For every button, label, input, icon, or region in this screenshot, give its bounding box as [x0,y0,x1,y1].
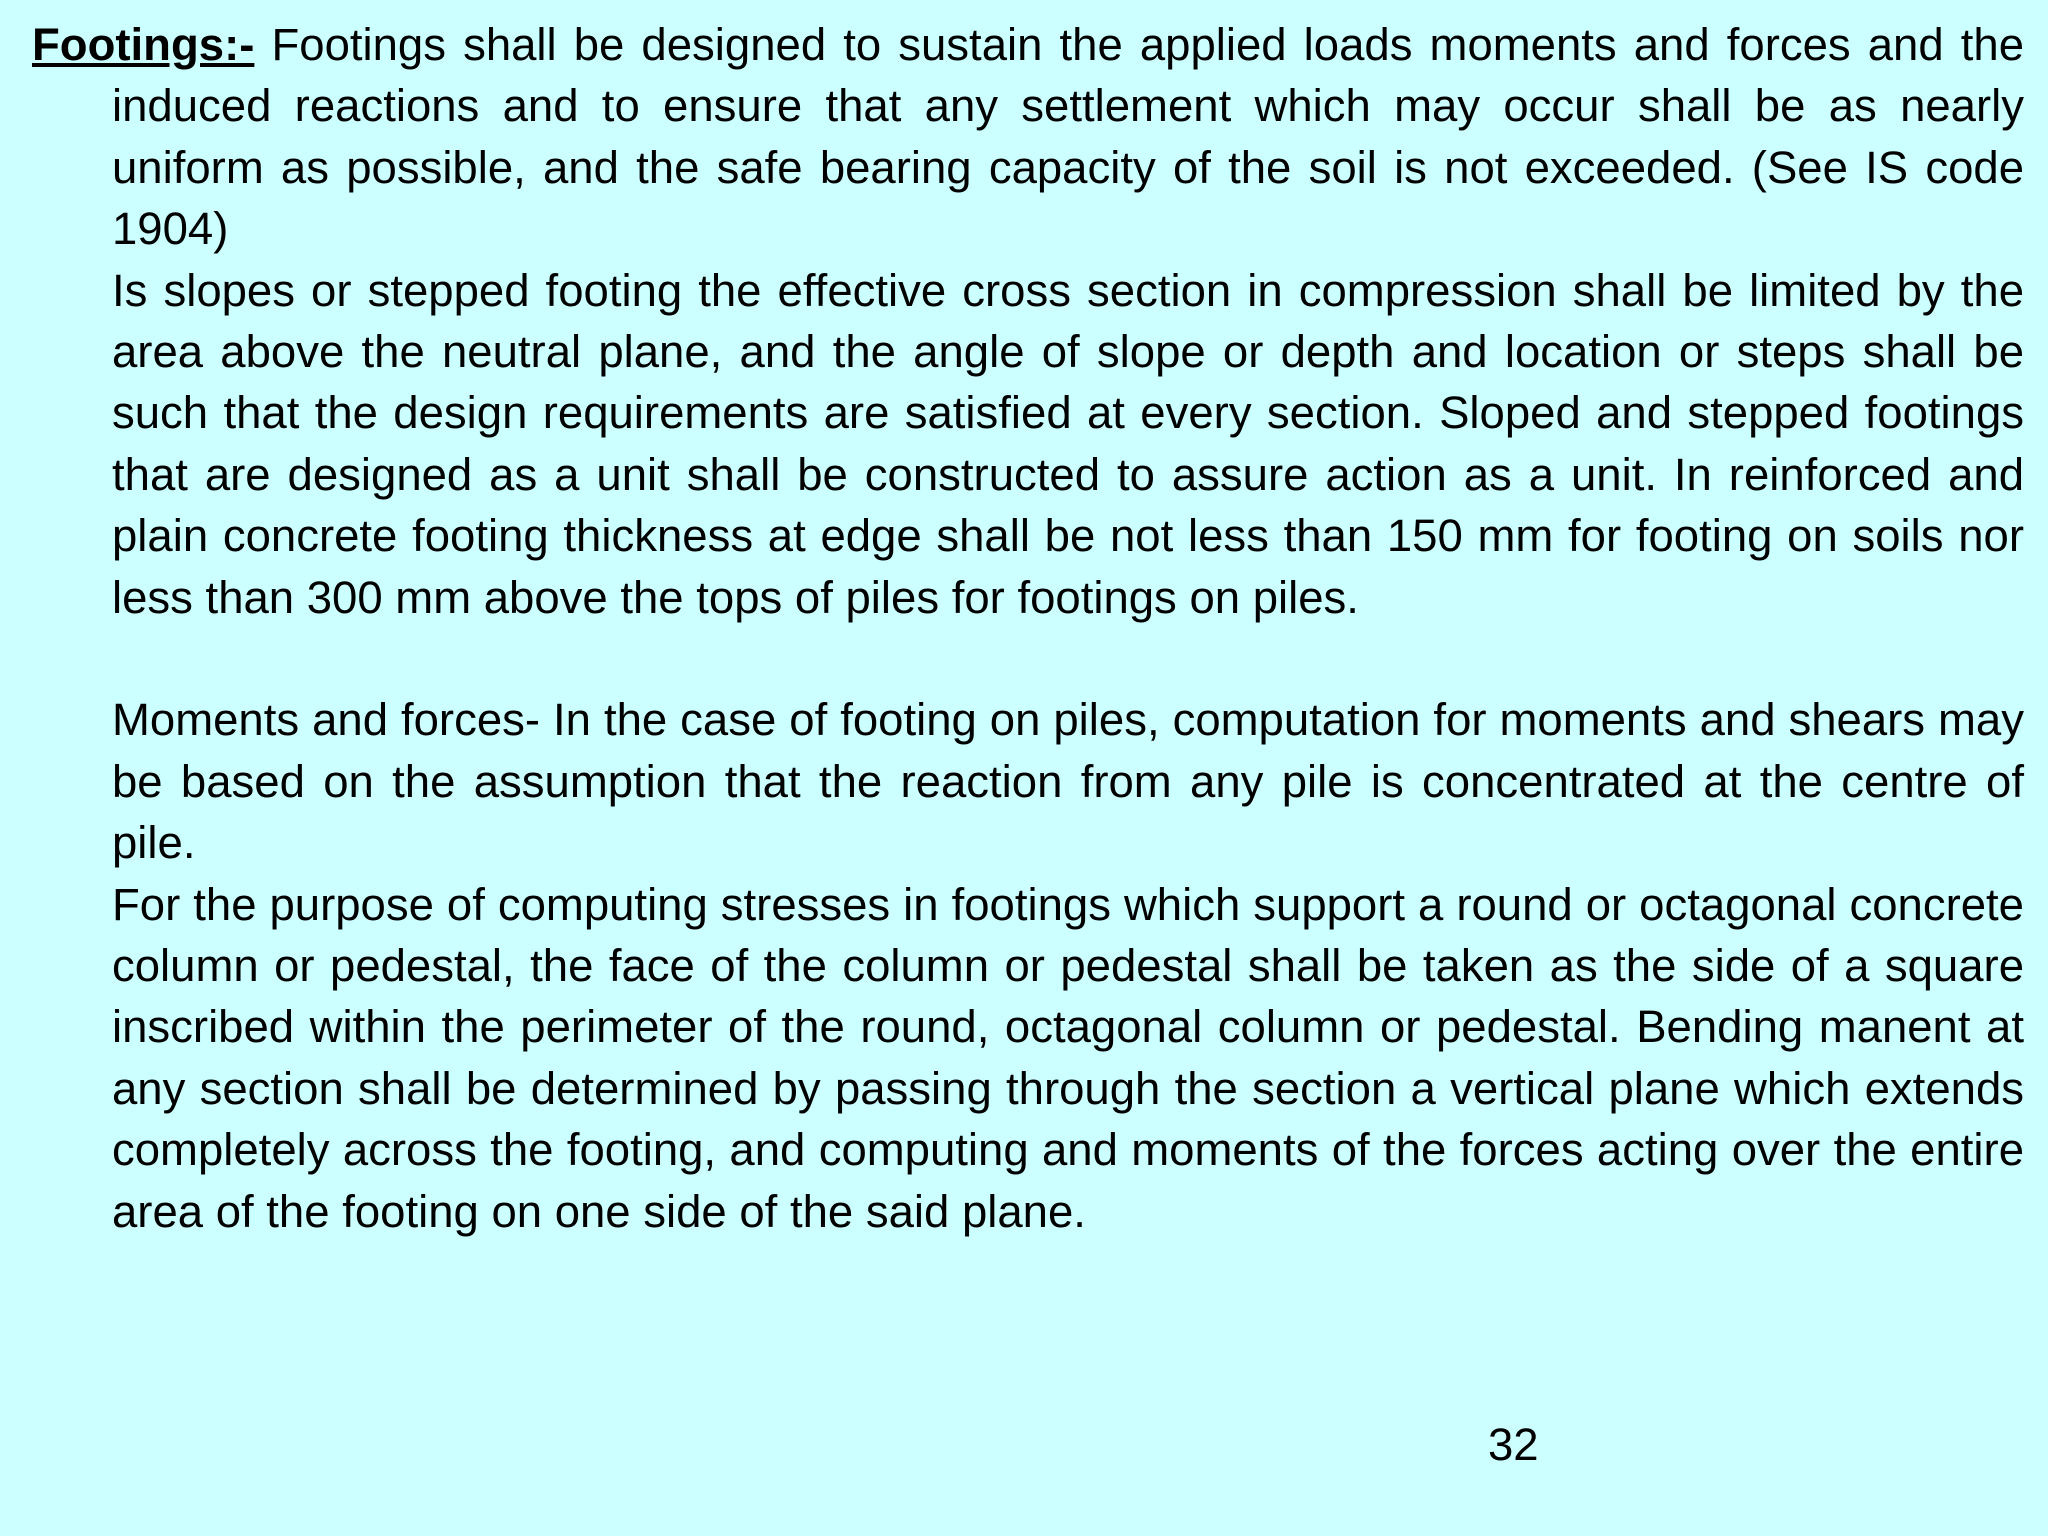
slide-body [32,14,2024,1242]
moments-forces-paragraph: Moments and forces- In the case of footing on piles, computation for moments and shears may be based on the assumption that the reaction from any pile is concentrated at the centre of pile. [112,694,2024,869]
section-heading: Footings:- [32,19,255,70]
footings-intro-paragraph [32,14,2024,260]
sloped-footing-paragraph: Is slopes or stepped footing the effective cross section in compression shall be limited by the area above the neutral plane, and the angle of slope or depth and location or steps shall be such that the design requirements are satisfied at every section. Sloped and stepped footings that are designed as a unit shall be constructed to assure action as a unit. In reinforced and plain concrete footing thickness at edge shall be not less than 150 mm for footing on soils nor less than 300 mm above the tops of piles for footings on piles. [112,264,2024,623]
paragraph-spacer [32,628,2024,689]
page-number: 32 [1488,1419,1539,1470]
intro-text: Footings shall be designed to sustain the applied loads moments and forces and the induced reactions and to ensure that any settlement which may occur shall be as nearly uniform as possible, and the safe bearing capacity of the soil is not exceeded. (See IS code 1904) [112,19,2024,255]
column-stress-paragraph: For the purpose of computing stresses in footings which support a round or octagonal concrete column or pedestal, the face of the column or pedestal shall be taken as the side of a square inscribed within the perimeter of the round, octagonal column or pedestal. Bending manent at any section shall be determined by passing through the section a vertical plane which extends completely across the footing, and computing and moments of the forces acting over the entire area of the footing on one side of the said plane. [112,878,2024,1237]
